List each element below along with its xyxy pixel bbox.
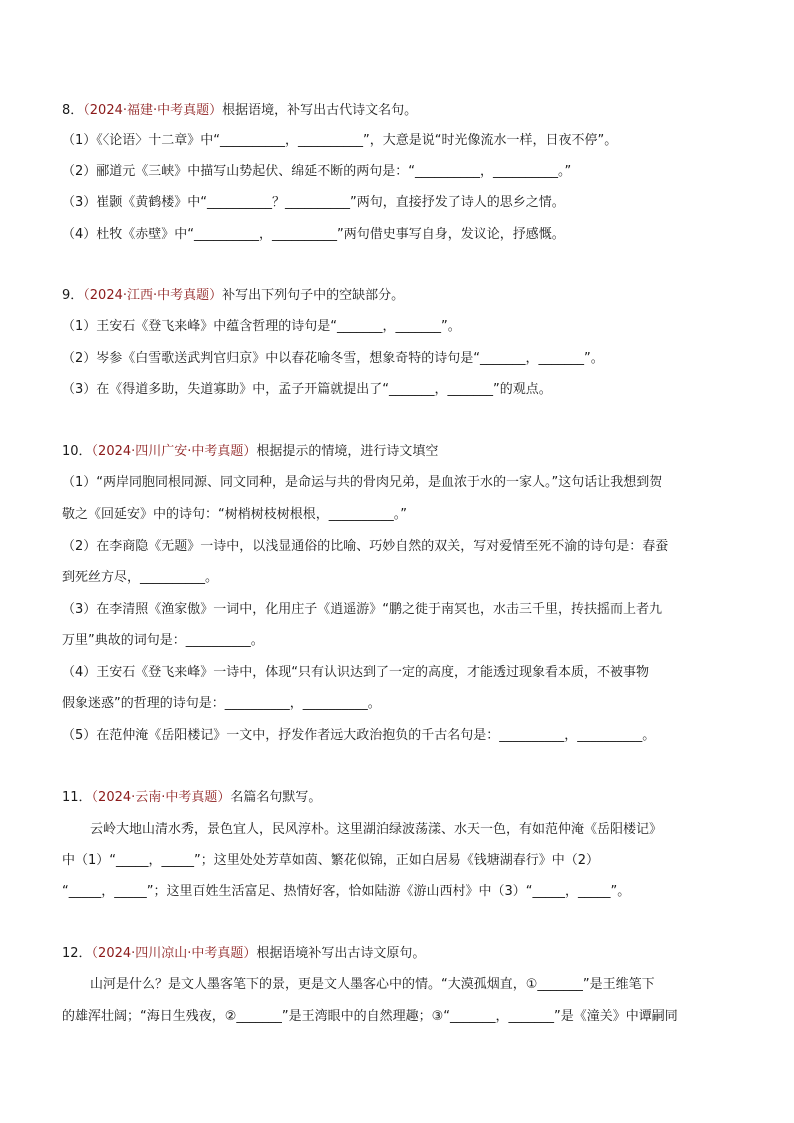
question-12-heading — [62, 944, 738, 964]
question-9-heading — [62, 286, 738, 306]
question-9-item-3: （3）在《得道多助，失道寡助》中，孟子开篇就提出了“_______，_______”的观点。 — [62, 382, 552, 397]
question-10-line-4: 到死丝方尽，__________。 — [62, 570, 219, 585]
question-12-line-2: 的雄浑壮阔；“海日生残夜，②_______”是王湾眼中的自然理趣；③“_______，_______”是《潼关》中谭嗣同 — [62, 1009, 678, 1024]
question-9-item-1: （1）王安石《登飞来峰》中蕴含哲理的诗句是“_______，_______”。 — [62, 319, 461, 334]
question-source: （2024·福建·中考真题） — [83, 103, 223, 118]
question-number: 9． — [62, 288, 84, 303]
question-number: 11． — [62, 790, 92, 805]
question-source: （2024·云南·中考真题） — [91, 790, 231, 805]
question-10-line-3: （2）在李商隐《无题》一诗中，以浅显通俗的比喻、巧妙自然的双关，写对爱情至死不渝的诗句是：春蚕 — [62, 539, 669, 554]
question-number: 10． — [62, 444, 92, 459]
question-10-line-8: 假象迷惑”的哲理的诗句是：__________，__________。 — [62, 696, 381, 711]
question-stem: 补写出下列句子中的空缺部分。 — [222, 288, 405, 303]
question-9-item-2: （2）岑参《白雪歌送武判官归京》中以春花喻冬雪，想象奇特的诗句是“_______，_______”。 — [62, 351, 604, 366]
question-8-heading — [62, 101, 738, 121]
question-number: 12． — [62, 946, 92, 961]
question-source: （2024·江西·中考真题） — [83, 288, 223, 303]
question-stem: 名篇名句默写。 — [230, 790, 322, 805]
question-11-line-1: 云岭大地山清水秀，景色宜人，民风淳朴。这里湖泊绿波荡漾、水天一色，有如范仲淹《岳阳楼记》 — [90, 822, 663, 837]
question-10-line-7: （4）王安石《登飞来峰》一诗中，体现“只有认识达到了一定的高度，才能透过现象看本质，不被事物 — [62, 665, 650, 680]
question-source: （2024·四川广安·中考真题） — [91, 444, 257, 459]
question-number: 8． — [62, 103, 84, 118]
question-8-item-4: （4）杜牧《赤壁》中“__________，__________”两句借史事写自身，发议论，抒感慨。 — [62, 227, 565, 242]
question-10-line-9: （5）在范仲淹《岳阳楼记》一文中，抒发作者远大政治抱负的千古名句是：__________，__________。 — [62, 728, 656, 743]
question-stem: 根据语境补写出古诗文原句。 — [256, 946, 426, 961]
question-10-line-1: （1）“两岸同胞同根同源、同文同种，是命运与共的骨肉兄弟，是血浓于水的一家人。”这句话让我想到贺 — [62, 475, 663, 490]
question-stem: 根据语境，补写出古代诗文名句。 — [222, 103, 418, 118]
question-8-item-1: （1）《〈论语〉十二章》中“__________，__________”，大意是说“时光像流水一样，日夜不停”。 — [62, 133, 618, 148]
question-11-line-2: 中（1）“_____，_____”；这里处处芳草如茵、繁花似锦，正如白居易《钱塘湖春行》中（2） — [62, 853, 600, 868]
question-10-line-6: 万里”典故的词句是：__________。 — [62, 633, 264, 648]
question-10-line-5: （3）在李清照《渔家傲》一词中，化用庄子《逍遥游》“鹏之徙于南冥也，水击三千里，抟扶摇而上者九 — [62, 602, 663, 617]
question-stem: 根据提示的情境，进行诗文填空 — [256, 444, 439, 459]
question-10-line-2: 敬之《回延安》中的诗句：“树梢树枝树根根，__________。” — [62, 507, 407, 522]
question-11-heading — [62, 788, 738, 808]
question-8-item-2: （2）郦道元《三峡》中描写山势起伏、绵延不断的两句是：“__________，__________。” — [62, 164, 572, 179]
question-11-line-3: “_____，_____”；这里百姓生活富足、热情好客，恰如陆游《游山西村》中（3）“_____，_____”。 — [62, 884, 631, 899]
question-source: （2024·四川凉山·中考真题） — [91, 946, 257, 961]
question-8-item-3: （3）崔颢《黄鹤楼》中“__________？__________”两句，直接抒发了诗人的思乡之情。 — [62, 195, 565, 210]
question-10-heading — [62, 442, 738, 462]
question-12-line-1: 山河是什么？是文人墨客笔下的景，更是文人墨客心中的情。“大漠孤烟直，①_______”是王维笔下 — [90, 977, 655, 992]
